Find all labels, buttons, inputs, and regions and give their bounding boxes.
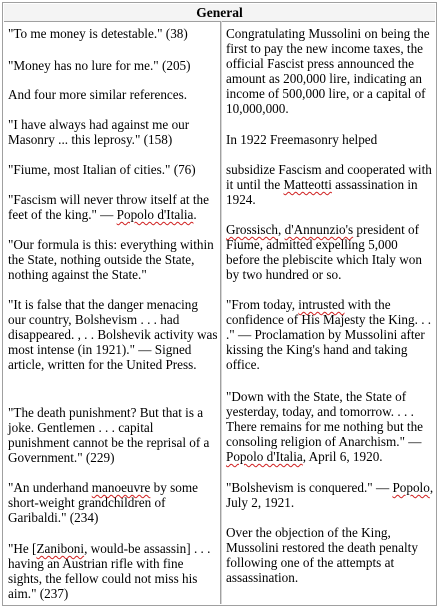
- text-segment: by some short-weight grandchildren of Garibaldi." (234): [8, 480, 198, 525]
- left-paragraph: [8, 405, 218, 465]
- left-paragraph: [8, 297, 218, 372]
- left-paragraph: [8, 117, 218, 147]
- right-paragraph: [226, 222, 434, 282]
- text-segment: "Fiume, most Italian of cities." (76): [8, 162, 196, 177]
- text-segment: And four more similar references.: [8, 87, 188, 102]
- spellcheck-flagged-text: d'Annunzio's: [284, 222, 354, 237]
- left-paragraph: [8, 192, 218, 222]
- right-paragraph: [226, 525, 434, 585]
- spellcheck-flagged-text: Matteotti: [283, 177, 332, 192]
- text-segment: "Our formula is this: everything within the State, nothing outside the State, nothing against the State.": [8, 237, 214, 282]
- right-paragraph: [226, 389, 434, 464]
- left-paragraph: [8, 58, 218, 73]
- text-segment: In 1922 Freemasonry helped: [226, 132, 378, 147]
- text-segment: "An underhand: [8, 480, 92, 495]
- right-paragraph: [226, 297, 434, 372]
- left-paragraph: [8, 237, 218, 282]
- left-paragraph: [8, 541, 218, 601]
- right-paragraph: [226, 480, 434, 510]
- spellcheck-flagged-text: Popolo d'Italia: [226, 449, 303, 464]
- text-segment: , would-be assassin] . . . having an Austrian rifle with fine sights, the fellow could not miss his aim." (237): [8, 541, 211, 601]
- text-segment: "Money has no lure for me." (205): [8, 58, 191, 73]
- text-segment: president of Fiume, admitted expelling 5,000 before the plebiscite which Italy won by two hundred or so.: [226, 222, 422, 282]
- spellcheck-flagged-text: manoeuvre: [91, 480, 151, 495]
- text-segment: "To me money is detestable." (38): [8, 26, 188, 41]
- document-table: [2, 2, 437, 606]
- text-segment: .: [193, 207, 197, 222]
- text-segment: "The death punishment? But that is a joke. Gentlemen . . . capital punishment cannot be the reprisal of a Government." (229): [8, 405, 210, 465]
- text-segment: ,: [278, 222, 285, 237]
- spellcheck-flagged-text: intrusted: [298, 297, 345, 312]
- text-segment: Congratulating Mussolini on being the first to pay the new income taxes, the official Fascist press announced the amount as 200,000 lire, indicating an income of 500,000 lire, or a capital of 10,000,000.: [226, 26, 430, 116]
- text-segment: , July 2, 1921.: [226, 480, 434, 510]
- text-segment: Over the objection of the King, Mussolini restored the death penalty following one of the attempts at assassination.: [226, 525, 418, 585]
- text-segment: "From today,: [226, 297, 299, 312]
- table-header: General: [4, 4, 435, 22]
- left-paragraph: [8, 26, 218, 41]
- spellcheck-flagged-text: Popolo: [392, 480, 430, 495]
- spellcheck-flagged-text: Grossisch: [226, 222, 279, 237]
- text-segment: "I have always had against me our Masonry ... this leprosy." (158): [8, 117, 190, 147]
- right-paragraph: [226, 26, 434, 116]
- text-segment: subsidize Fascism and cooperated with it until the: [226, 162, 432, 192]
- text-segment: assassination in 1924.: [226, 177, 418, 207]
- text-segment: , April 6, 1920.: [302, 449, 383, 464]
- text-segment: "Bolshevism is conquered." —: [226, 480, 393, 495]
- left-paragraph: [8, 162, 218, 177]
- text-segment: "Down with the State, the State of yesterday, today, and tomorrow. . . . There remains for me nothing but the consoling religion of Anarchism." —: [226, 389, 424, 449]
- text-segment: "He [: [8, 541, 37, 556]
- spellcheck-flagged-text: Zaniboni: [36, 541, 85, 556]
- left-paragraph: [8, 480, 218, 525]
- text-segment: "Fascism will never throw itself at the feet of the king." —: [8, 192, 209, 222]
- right-paragraph: [226, 132, 434, 147]
- spellcheck-flagged-text: Popolo d'Italia: [116, 207, 194, 222]
- text-segment: "It is false that the danger menacing our country, Bolshevism . . . had disappeared. , . . Bolshevik activity was most intense (in 1921)." — Signed article, written for the United Press.: [8, 297, 218, 372]
- right-paragraph: [226, 162, 434, 207]
- left-paragraph: [8, 87, 218, 102]
- left-column: [3, 21, 220, 605]
- right-column: [222, 21, 436, 605]
- text-segment: with the confidence of His Majesty the King. . . ." — Proclamation by Mussolini after kissing the King's hand and taking office.: [226, 297, 432, 372]
